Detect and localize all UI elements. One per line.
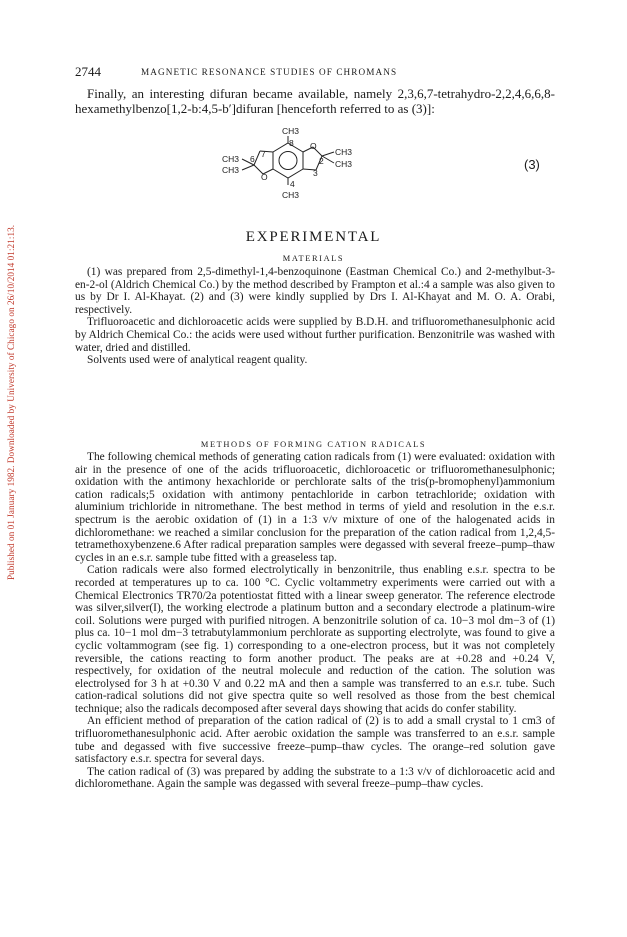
label-num-6: 6 bbox=[250, 154, 255, 164]
label-ch3-left-upper: CH3 bbox=[222, 154, 240, 164]
label-num-7: 7 bbox=[261, 149, 266, 159]
label-num-3: 3 bbox=[313, 168, 318, 178]
running-header bbox=[75, 64, 555, 80]
label-ch3-right-upper: CH3 bbox=[335, 147, 353, 157]
chemical-structure bbox=[200, 128, 390, 208]
methods-paragraph: The following chemical methods of generating cation radicals from (1) were evaluated: oxidation with air in the presence of one of the acids trifluoroacetic, dichloroacetic or trifluoromethanesulphonic; oxidation with the antimony hexachloride or perchlorate salts of the tris(p-bromophenyl)ammonium cation radicals;5 oxidation with antimony pentachloride in carbon tetrachloride; oxidation with aluminium trichloride in nitromethane. The best method in terms of yield and resolution in the e.s.r. spectrum is the aerobic oxidation of (1) in a 1:3 v/v mixture of one of the halogenated acids in dichloromethane: we reached a similar conclusion for the preparation of the cation radical from 1,2,4,5-tetramethoxybenzene.6 After radical preparation samples were degassed with several freeze–pump–thaw cycles in an e.s.r. sample tube fitted with a greaseless tap. bbox=[75, 451, 555, 564]
subheading-methods: METHODS OF FORMING CATION RADICALS bbox=[200, 440, 427, 449]
label-o-left: O bbox=[261, 172, 268, 182]
methods-paragraph: Cation radicals were also formed electrolytically in benzonitrile, thus enabling e.s.r. spectra to be recorded at temperatures up to ca. 100 °C. Cyclic voltammetry experiments were carried out with a Chemical Electronics TR70/2a potentiostat fitted with a linear sweep generator. The reference electrode was silver,silver(I), the working electrode a platinum button and a secondary electrode a platinum-wire coil. Solutions were purged with purified nitrogen. A benzonitrile solution of ca. 10−3 mol dm−3 of (1) plus ca. 10−1 mol dm−3 tetrabutylammonium perchlorate as supporting electrolyte, was found to give a cyclic voltammogram (see fig. 1) corresponding to a one-electron process, but it was not completely reversible, the cations reacting to form another product. The peaks are at +0.28 and +0.24 V, respectively, for oxidation of the neutral molecule and reduction of the cation. The solution was electrolysed for 3 h at +0.30 V and 0.22 mA and then a sample was transferred to an e.s.r. tube. Such cation-radical solutions did not give spectra quite so well resolved as those from the best chemical technique; also the radicals decomposed after several days showing that acids do confer stability. bbox=[75, 564, 555, 715]
intro-paragraph bbox=[75, 86, 555, 116]
section-heading-experimental: EXPERIMENTAL bbox=[245, 229, 382, 245]
materials-paragraph: Solvents used were of analytical reagent quality. bbox=[87, 354, 308, 367]
compound-label: (3) bbox=[524, 157, 540, 172]
materials-paragraph: Trifluoroacetic and dichloroacetic acids were supplied by B.D.H. and trifluoromethanesulphonic acid by Aldrich Chemical Co.: the acids were used without further purification. Benzonitrile was washed with water, dried and distilled. bbox=[75, 316, 555, 354]
label-ch3-top: CH3 bbox=[282, 128, 300, 136]
methods-paragraph: An efficient method of preparation of the cation radical of (2) is to add a small crystal to 1 cm3 of trifluoromethanesulphonic acid. After aerobic oxidation the sample was transferred to an e.s.r. sample tube and degassed with five successive freeze–pump–thaw cycles. The orange–red solution gave satisfactory e.s.r. spectra for several days. bbox=[75, 715, 555, 766]
aromatic-circle bbox=[279, 152, 297, 170]
label-num-2: 2 bbox=[319, 156, 324, 166]
journal-title: MAGNETIC RESONANCE STUDIES OF CHROMANS bbox=[141, 67, 398, 77]
label-o-right: O bbox=[310, 141, 317, 151]
label-ch3-right-lower: CH3 bbox=[335, 159, 353, 169]
download-stamp-text: Published on 01 January 1982. Downloaded by University of Chicago on 26/10/2014 01:21:13. bbox=[6, 224, 16, 580]
label-num-4: 4 bbox=[290, 179, 295, 189]
label-num-8: 8 bbox=[289, 138, 294, 148]
download-stamp bbox=[6, 150, 20, 580]
page-number: 2744 bbox=[75, 64, 101, 79]
label-ch3-left-lower: CH3 bbox=[222, 165, 240, 175]
methods-paragraph: The cation radical of (3) was prepared by adding the substrate to a 1:3 v/v of dichloroacetic acid and dichloromethane. Again the sample was degassed with several freeze–pump–thaw cycles. bbox=[75, 765, 555, 791]
intro-text: Finally, an interesting difuran became available, namely 2,3,6,7-tetrahydro-2,2,4,6,6,8-hexamethylbenzo[1,2-b:4,5-b′]difuran [henceforth referred to as (3)]: bbox=[75, 86, 555, 116]
benzene-ring bbox=[273, 143, 303, 178]
materials-section bbox=[75, 266, 555, 367]
subheading-materials: MATERIALS bbox=[282, 254, 345, 263]
label-ch3-bottom: CH3 bbox=[282, 190, 300, 200]
materials-paragraph: (1) was prepared from 2,5-dimethyl-1,4-benzoquinone (Eastman Chemical Co.) and 2-methylbut-3-en-2-ol (Aldrich Chemical Co.) by the method described by Frampton et al.:4 a sample was also given to us by Dr I. Al-Khayat. (2) and (3) were kindly supplied by Drs I. Al-Khayat and M. O. A. Orabi, respectively. bbox=[75, 266, 555, 316]
methods-section bbox=[75, 451, 555, 791]
